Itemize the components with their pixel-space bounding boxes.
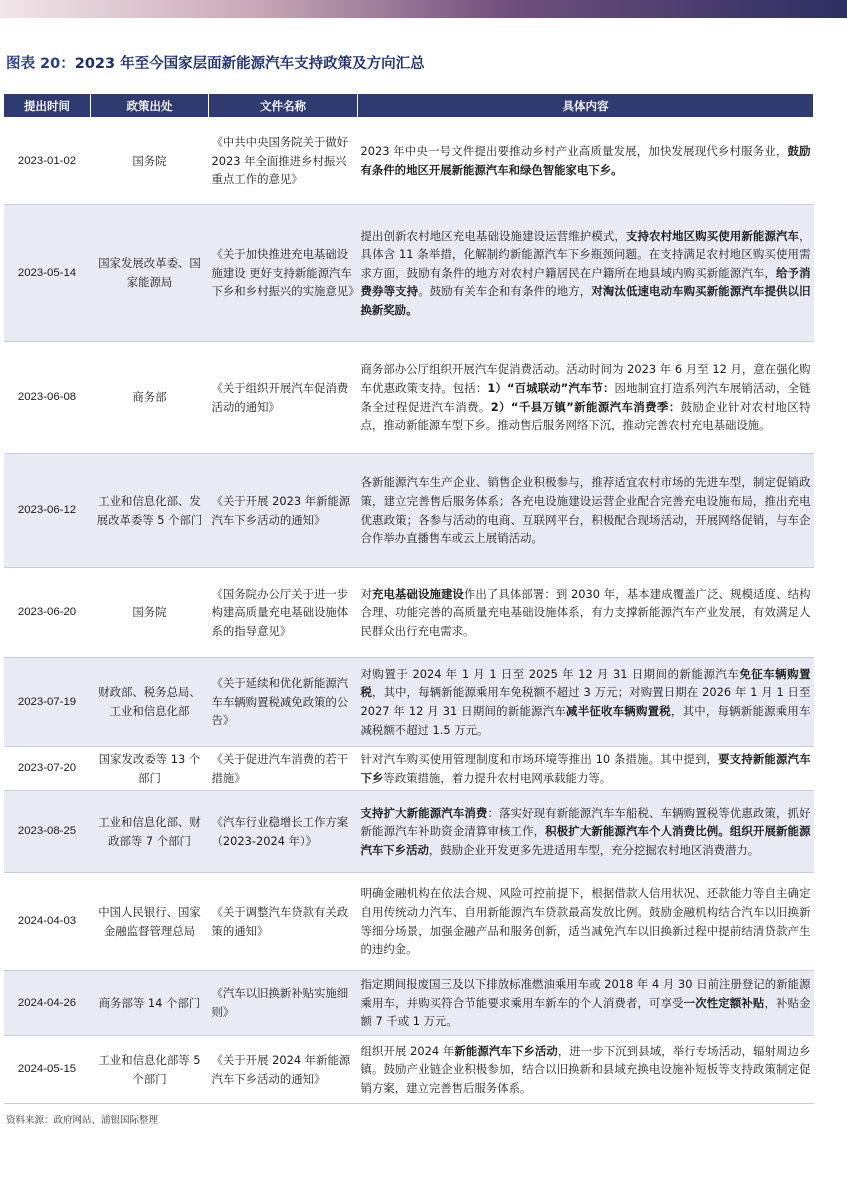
table-row	[4, 747, 814, 791]
content-bold-segment: 2）“千县万镇”新能源汽车消费季：	[490, 399, 681, 414]
cell-content	[358, 658, 814, 747]
table-row	[4, 342, 814, 454]
cell-doc: 《关于促进汽车消费的若干措施》	[209, 747, 358, 791]
table-row	[4, 1036, 814, 1104]
content-segment: 针对汽车购买使用管理制度和市场环境等推出 10 条措施。其中提到，	[360, 751, 719, 766]
table-row	[4, 454, 814, 568]
content-bold-segment: 充电基础设施建设	[372, 586, 464, 601]
content-segment: ，补贴金额 7 千或 1 万元。	[360, 995, 811, 1029]
content-segment: 。鼓励有关车企和有条件的地方，	[418, 284, 592, 299]
cell-doc: 《汽车以旧换新补贴实施细则》	[209, 971, 358, 1036]
cell-doc: 《关于开展 2024 年新能源汽车下乡活动的通知》	[209, 1036, 358, 1104]
content-segment: ，具体含 11 条举措，化解制约新能源汽车下乡瓶颈问题。在支持满足农村地区购买使用需求方面，鼓励有条件的地方对农村户籍居民在户籍所在地县域内购买新能源汽车，	[360, 228, 811, 280]
cell-doc: 《关于加快推进充电基础设施建设 更好支持新能源汽车下乡和乡村振兴的实施意见》	[209, 205, 358, 342]
content-bold-segment: 积极扩大新能源汽车个人消费比例。组织开展新能源汽车下乡活动	[360, 824, 811, 857]
cell-dept: 商务部等 14 个部门	[91, 971, 209, 1036]
policy-table	[3, 93, 814, 1104]
figure-title	[6, 52, 826, 73]
content-segment: ，进一步下沉到县域，举行专场活动，辐射周边乡镇。鼓励产业链企业积极参加，结合以旧换新和县域充换电设施补短板等支持政策制定促销方案，建立完善售后服务体系。	[360, 1043, 811, 1095]
cell-doc: 《关于开展 2023 年新能源汽车下乡活动的通知》	[209, 454, 358, 568]
content-segment: 提出创新农村地区充电基础设施建设运营维护模式，	[360, 228, 626, 243]
figure-label: 图表 20	[6, 56, 61, 72]
content-bold-segment: 免征车辆购置税	[360, 666, 811, 700]
content-segment: 2023 年中央一号文件提出要推动乡村产业高质量发展，加快发展现代乡村服务业，	[360, 144, 788, 159]
cell-dept: 国务院	[91, 118, 209, 205]
cell-date: 2023-06-12	[4, 454, 91, 568]
content-segment: 各新能源汽车生产企业、销售企业积极参与，推荐适宜农村市场的先进车型，制定促销政策，建立完善售后服务体系；各充电设施建设运营企业配合完善充电设施布局，推出充电优惠政策；各参与活动的电商、互联网平台，积极配合现场活动，开展网络促销，与车企合作举办直播售车或云上展销活动。	[360, 475, 811, 546]
content-segment: 鼓励企业针对农村地区特点，推动新能源车型下乡。推动售后服务网络下沉，推动完善农村充电基础设施。	[360, 399, 811, 433]
cell-date: 2024-05-15	[4, 1036, 91, 1104]
cell-dept: 工业和信息化部、财政部等 7 个部门	[91, 791, 209, 873]
cell-content	[358, 568, 814, 658]
cell-dept: 工业和信息化部等 5 个部门	[91, 1036, 209, 1104]
cell-doc: 《关于延续和优化新能源汽车车辆购置税减免政策的公告》	[209, 658, 358, 747]
content-bold-segment: 要支持新能源汽车下乡	[360, 751, 811, 785]
table-row	[4, 205, 814, 342]
cell-date: 2023-06-08	[4, 342, 91, 454]
content-segment: ，其中，每辆新能源乘用车减税额不超过 1.5 万元。	[360, 704, 811, 737]
cell-dept: 中国人民银行、国家金融监督管理总局	[91, 873, 209, 971]
cell-content	[358, 454, 814, 568]
content-segment: 因地制宜打造系列汽车展销活动，全链条全过程促进汽车消费。	[360, 380, 811, 414]
table-row	[4, 971, 814, 1036]
cell-dept: 工业和信息化部、发展改革委等 5 个部门	[91, 454, 209, 568]
content-bold-segment: 鼓励有条件的地区开展新能源汽车和绿色智能家电下乡。	[360, 144, 811, 177]
content-segment: ，其中，每辆新能源乘用车免税额不超过 3 万元；对购置日期在 2026 年 1 月 1 日至 2027 年 12 月 31 日期间的新能源汽车	[360, 685, 811, 718]
content-segment: 对购置于 2024 年 1 月 1 日至 2025 年 12 月 31 日期间的新能源汽车	[360, 666, 740, 681]
content-segment: ，鼓励企业开发更多先进适用车型，充分挖掘农村地区消费潜力。	[428, 842, 760, 857]
cell-date: 2023-07-20	[4, 747, 91, 791]
cell-dept: 国家发改委等 13 个部门	[91, 747, 209, 791]
content-segment: 对	[360, 586, 372, 601]
content-bold-segment: 支持农村地区购买使用新能源汽车	[625, 228, 800, 243]
content-bold-segment: 1）“百城联动”汽车节：	[487, 380, 615, 395]
content-bold-segment: 支持扩大新能源汽车消费	[360, 805, 488, 820]
cell-content	[358, 118, 814, 205]
content-segment: 商务部办公厅组织开展汽车促消费活动。活动时间为 2023 年 6 月至 12 月，意在强化购车优惠政策支持。包括：	[360, 362, 811, 395]
header-dept: 政策出处	[91, 94, 209, 118]
cell-doc: 《汽车行业稳增长工作方案（2023-2024 年）》	[209, 791, 358, 873]
content-segment: ：落实好现有新能源汽车车船税、车辆购置税等优惠政策，抓好新能源汽车补助资金清算审核工作，	[360, 805, 811, 839]
table-body	[4, 118, 814, 1104]
cell-date: 2023-07-19	[4, 658, 91, 747]
content-segment: 作出了具体部署：到 2030 年，基本建成覆盖广泛、规模适度、结构合理、功能完善的高质量充电基础设施体系，有力支撑新能源汽车产业发展，有效满足人民群众出行充电需求。	[360, 586, 811, 638]
cell-date: 2024-04-03	[4, 873, 91, 971]
cell-dept: 国务院	[91, 568, 209, 658]
cell-doc: 《中共中央国务院关于做好 2023 年全面推进乡村振兴重点工作的意见》	[209, 118, 358, 205]
cell-dept: 商务部	[91, 342, 209, 454]
header-content: 具体内容	[358, 94, 814, 118]
table-row	[4, 118, 814, 205]
header-doc: 文件名称	[209, 94, 358, 118]
content-segment: 指定期间报废国三及以下排放标准燃油乘用车或 2018 年 4 月 30 日前注册登记的新能源乘用车，并购买符合节能要求乘用车新车的个人消费者，可享受	[360, 977, 811, 1010]
table-row	[4, 873, 814, 971]
table-row	[4, 791, 814, 873]
content-bold-segment: 一次性定额补贴	[683, 995, 765, 1010]
table-row	[4, 658, 814, 747]
cell-doc: 《关于调整汽车贷款有关政策的通知》	[209, 873, 358, 971]
cell-content	[358, 205, 814, 342]
cell-content	[358, 1036, 814, 1104]
cell-doc: 《关于组织开展汽车促消费活动的通知》	[209, 342, 358, 454]
cell-content	[358, 873, 814, 971]
cell-content	[358, 342, 814, 454]
table-header-row	[4, 94, 814, 118]
cell-content	[358, 791, 814, 873]
source-note: 资料来源：政府网站、浦银国际整理	[6, 1115, 159, 1126]
cell-date: 2023-05-14	[4, 205, 91, 342]
cell-date: 2024-04-26	[4, 971, 91, 1036]
cell-date: 2023-06-20	[4, 568, 91, 658]
table-row	[4, 568, 814, 658]
cell-dept: 财政部、税务总局、工业和信息化部	[91, 658, 209, 747]
header-color-bar	[0, 0, 847, 18]
cell-doc: 《国务院办公厅关于进一步构建高质量充电基础设施体系的指导意见》	[209, 568, 358, 658]
content-segment: 组织开展 2024 年	[360, 1043, 455, 1058]
content-segment: 等政策措施，着力提升农村电网承载能力等。	[383, 770, 612, 785]
content-bold-segment: 新能源汽车下乡活动	[454, 1043, 558, 1058]
cell-content	[358, 747, 814, 791]
cell-date: 2023-08-25	[4, 791, 91, 873]
cell-content	[358, 971, 814, 1036]
content-bold-segment: 减半征收车辆购置税	[566, 704, 671, 718]
content-bold-segment: 对淘汰低速电动车购买新能源汽车提供以旧换新奖励。	[360, 284, 811, 317]
header-date: 提出时间	[4, 94, 91, 118]
cell-dept: 国家发展改革委、国家能源局	[91, 205, 209, 342]
figure-title-separator: ：	[60, 56, 75, 72]
figure-title-text: 2023 年至今国家层面新能源汽车支持政策及方向汇总	[74, 56, 425, 72]
cell-date: 2023-01-02	[4, 118, 91, 205]
content-segment: 明确金融机构在依法合规、风险可控前提下，根据借款人信用状况、还款能力等自主确定自用传统动力汽车、自用新能源汽车贷款最高发放比例。鼓励金融机构结合汽车以旧换新等细分场景，加强金融产品和服务创新，适当减免汽车以旧换新过程中提前结清贷款产生的违约金。	[360, 886, 811, 957]
content-bold-segment: 给予消费券等支持	[360, 265, 811, 299]
